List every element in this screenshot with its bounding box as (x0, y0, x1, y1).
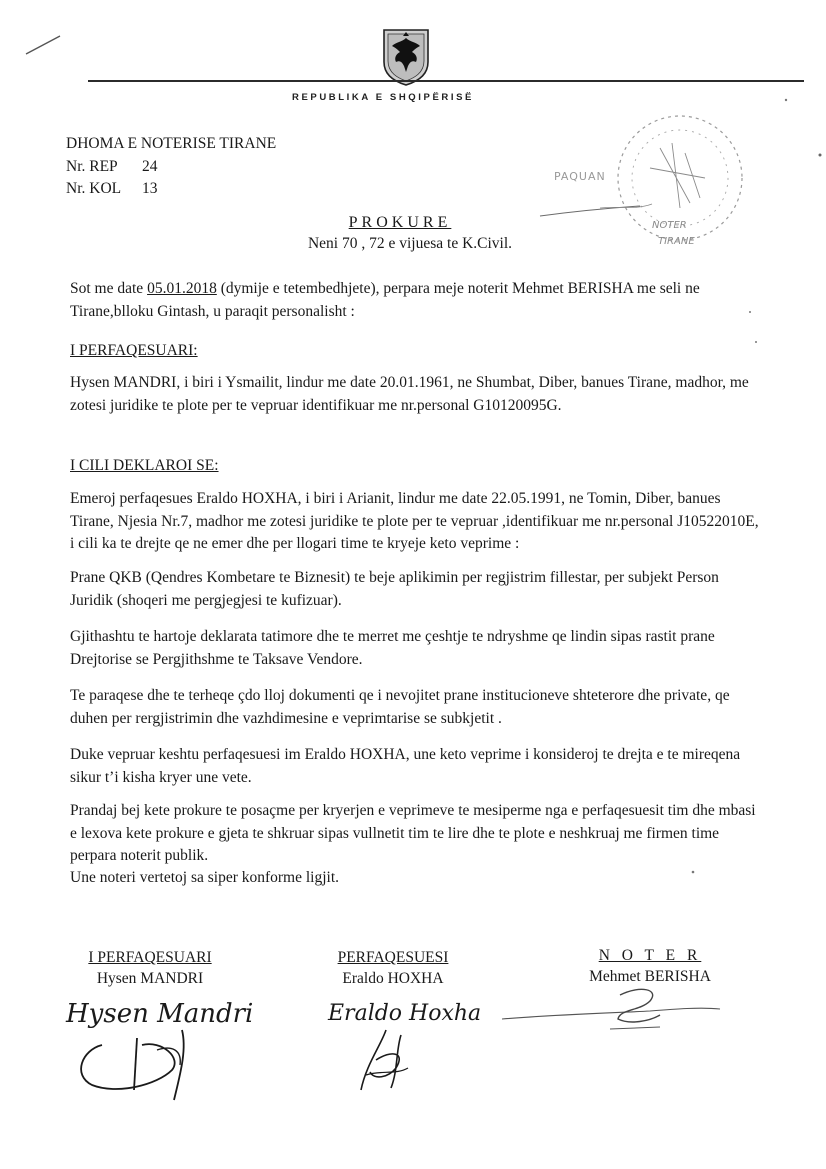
document-subtitle: Neni 70 , 72 e vijuesa te K.Civil. (307, 235, 513, 252)
closing-statement: Une noteri vertetoj sa siper konforme ligjit. (70, 869, 340, 886)
kol-value: 13 (142, 180, 158, 197)
signer-role: PERFAQESUESI (337, 949, 449, 966)
svg-text:NOTER: NOTER (652, 220, 687, 231)
signature-script-text: Hysen Mandri (66, 999, 254, 1029)
represented-details: Hysen MANDRI, i biri i Ysmailit, lindur me date 20.01.1961, ne Shumbat, Diber, banues Tirane, madhor, me zotesi juridike te plote per te vepruar identifikuar me nr.personal G10120095G. (70, 374, 749, 414)
declaration-heading: I CILI DEKLAROI SE: (70, 457, 219, 474)
declaration-paragraph-3: Gjithashtu te hartoje deklarata tatimore dhe te merret me çeshtje te ndryshme qe lindin sipas rastit prane Drejtorise se Pergjithshme te Taksave Vendore. (70, 628, 715, 668)
signer-name: Hysen MANDRI (96, 970, 204, 987)
rep-label: Nr. REP (66, 158, 118, 175)
signature-script-text: Eraldo Hoxha (328, 1001, 482, 1026)
rep-value: 24 (142, 158, 158, 175)
declaration-paragraph-2: Prane QKB (Qendres Kombetare te Biznesit) te beje aplikimin per regjistrim fillestar, per subjekt Person Juridik (shoqeri me pergjegjesi te kufizuar). (70, 569, 719, 609)
declaration-paragraph-1: Emeroj perfaqesues Eraldo HOXHA, i biri i Arianit, lindur me date 22.05.1991, ne Tomin, Diber, banues Tirane, Njesia Nr.7, madhor me zotesi juridike te plote per te vepruar ,identifikuar me nr.personal J10522010E, i cili ka te drejte qe ne emer dhe per llogari time te kryeje keto veprime : (70, 490, 759, 552)
signer-role: I PERFAQESUARI (88, 949, 212, 966)
signer-name: Eraldo HOXHA (342, 970, 444, 987)
represented-heading: I PERFAQESUARI: (70, 342, 198, 359)
declaration-paragraph-4: Te paraqese dhe te terheqe çdo lloj dokumenti qe i nevojitet prane institucioneve shteterore dhe private, qe duhen per rergjistrimin dhe vazhdimesine e veprimtarise se subkjetit . (70, 687, 730, 727)
intro-date: 05.01.2018 (147, 280, 217, 297)
svg-text:TIRANE: TIRANE (658, 236, 695, 247)
declaration-paragraph-6: Prandaj bej kete prokure te posaçme per kryerjen e veprimeve te mesiperme nga e perfaqesuesit tim dhe mbasi e lexova kete prokure e gjeta te shkruar sipas vullnetit tim te lire dhe te plote e neshkruaj me firmen time perpara noterit publik. (70, 802, 756, 864)
country-header: REPUBLIKA E SHQIPËRISË (292, 92, 474, 103)
declaration-paragraph-5: Duke vepruar keshtu perfaqesuesi im Eraldo HOXHA, une keto veprime i konsideroj te drejta e te mireqena sikur t’i kisha kryer une vete. (70, 746, 741, 786)
svg-text:PAQUAN: PAQUAN (554, 170, 606, 183)
signer-name: Mehmet BERISHA (589, 968, 711, 985)
signer-role: N O T E R (598, 947, 702, 964)
intro-text-end: (dymije e tetembedhjete), perpara meje noterit Mehmet BERISHA me seli ne Tirane,blloku Gintash, u paraqit personalisht : (70, 280, 700, 320)
document-title: PROKURE (348, 214, 452, 231)
intro-text-start: Sot me date (70, 280, 148, 297)
office-name: DHOMA E NOTERISE TIRANE (66, 135, 277, 152)
kol-label: Nr. KOL (66, 180, 122, 197)
